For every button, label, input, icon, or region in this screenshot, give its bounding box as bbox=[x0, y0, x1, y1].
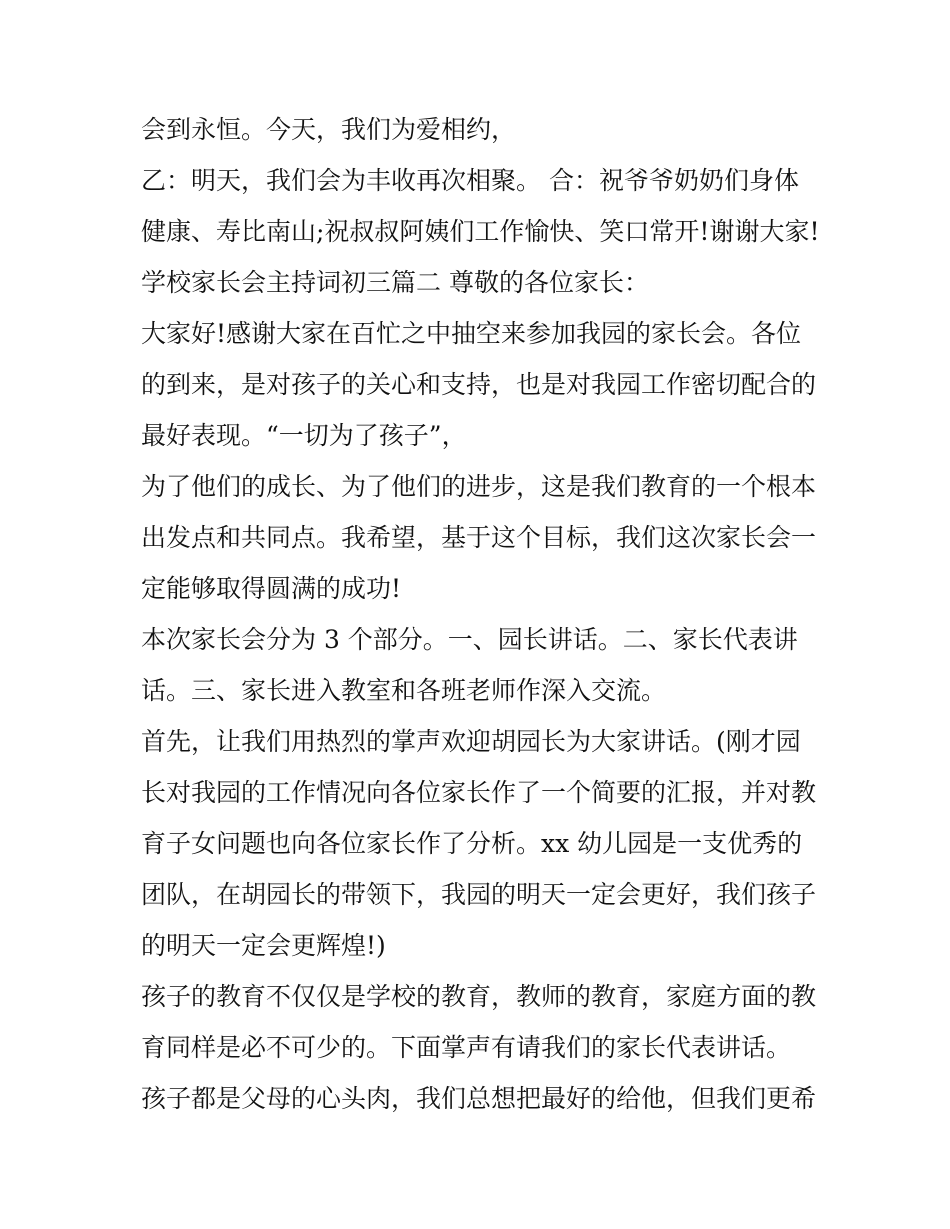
text-line: 乙：明天，我们会为丰收再次相聚。 合：祝爷爷奶奶们身体 bbox=[141, 166, 799, 195]
text-line: 团队，在胡园长的带领下，我园的明天一定会更好，我们孩子 bbox=[141, 880, 817, 909]
text-line: 的到来，是对孩子的关心和支持，也是对我园工作密切配合的 bbox=[141, 370, 817, 399]
text-line: 首先，让我们用热烈的掌声欢迎胡园长为大家讲话。(刚才园 bbox=[141, 727, 801, 756]
text-line: 的明天一定会更辉煌!) bbox=[141, 931, 386, 960]
text-line: 健康、寿比南山;祝叔叔阿姨们工作愉快、笑口常开!谢谢大家! bbox=[141, 217, 820, 246]
text-line: 话。三、家长进入教室和各班老师作深入交流。 bbox=[141, 676, 667, 705]
text-line: 孩子都是父母的心头肉，我们总想把最好的给他，但我们更希 bbox=[141, 1084, 817, 1113]
text-line: 育子女问题也向各位家长作了分析。xx 幼儿园是一支优秀的 bbox=[141, 829, 803, 858]
text-line: 会到永恒。今天，我们为爱相约， bbox=[141, 115, 517, 144]
text-line: 本次家长会分为 3 个部分。一、园长讲话。二、家长代表讲 bbox=[141, 625, 798, 654]
text-line: 学校家长会主持词初三篇二 尊敬的各位家长： bbox=[141, 268, 649, 297]
text-line: 长对我园的工作情况向各位家长作了一个简要的汇报，并对教 bbox=[141, 778, 817, 807]
text-line: 最好表现。“一切为了孩子”， bbox=[141, 421, 467, 450]
text-line: 定能够取得圆满的成功! bbox=[141, 574, 402, 603]
text-line: 大家好!感谢大家在百忙之中抽空来参加我园的家长会。各位 bbox=[141, 319, 802, 348]
text-line: 孩子的教育不仅仅是学校的教育，教师的教育，家庭方面的教 bbox=[141, 982, 817, 1011]
text-line: 育同样是必不可少的。下面掌声有请我们的家长代表讲话。 bbox=[141, 1033, 792, 1062]
text-line: 为了他们的成长、为了他们的进步，这是我们教育的一个根本 bbox=[141, 472, 817, 501]
text-line: 出发点和共同点。我希望，基于这个目标，我们这次家长会一 bbox=[141, 523, 817, 552]
